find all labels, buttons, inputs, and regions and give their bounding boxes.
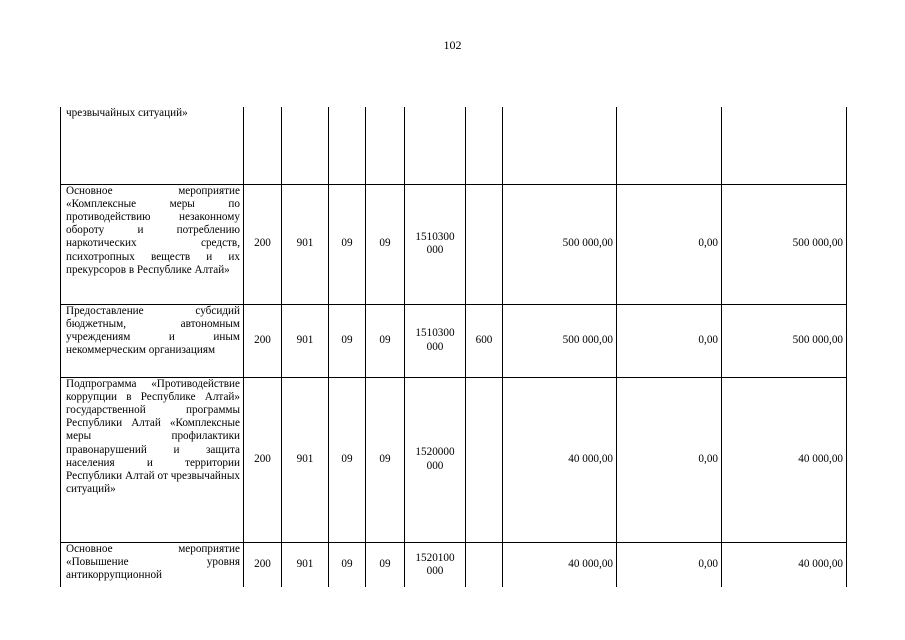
cell-code-2	[282, 107, 329, 184]
row-name: Предоставление субсидий бюджетным, автономным учреждениям и иным некоммерческим организациям	[61, 304, 244, 377]
table-row	[61, 377, 847, 542]
cell-sum-1	[503, 107, 617, 184]
cell-sum-2: 0,00	[617, 184, 722, 304]
cell-code-6	[466, 542, 503, 587]
cell-sum-2: 0,00	[617, 304, 722, 377]
row-name: чрезвычайных ситуаций»	[61, 107, 244, 184]
cell-code-6	[466, 377, 503, 542]
cell-sum-3: 500 000,00	[722, 304, 847, 377]
cell-code-1: 200	[244, 184, 282, 304]
page-number: 102	[443, 38, 462, 52]
cell-code-6: 600	[466, 304, 503, 377]
cell-code-5: 1510300 000	[405, 184, 466, 304]
cell-code-4: 09	[366, 542, 405, 587]
cell-sum-2	[617, 107, 722, 184]
cell-code-3	[329, 107, 366, 184]
cell-code-2: 901	[282, 542, 329, 587]
cell-sum-1: 500 000,00	[503, 184, 617, 304]
cell-code-1: 200	[244, 377, 282, 542]
cell-code-6	[466, 107, 503, 184]
cell-code-4: 09	[366, 184, 405, 304]
cell-code-5: 1520000 000	[405, 377, 466, 542]
cell-code-5	[405, 107, 466, 184]
cell-code-3: 09	[329, 542, 366, 587]
cell-code-5: 1520100 000	[405, 542, 466, 587]
cell-code-1: 200	[244, 304, 282, 377]
cell-code-4: 09	[366, 377, 405, 542]
row-name: Подпрограмма «Противодействие коррупции в Республике Алтай» государственной программы Республики Алтай «Комплексные меры профилактики правонарушений и защита населения и территории Республики Алтай от чрезвычайных ситуаций»	[61, 377, 244, 542]
cell-sum-3: 40 000,00	[722, 542, 847, 587]
table-row	[61, 184, 847, 304]
cell-code-4: 09	[366, 304, 405, 377]
cell-sum-1: 40 000,00	[503, 542, 617, 587]
table-row	[61, 542, 847, 587]
cell-code-3: 09	[329, 377, 366, 542]
cell-code-2: 901	[282, 304, 329, 377]
row-name: Основное мероприятие «Комплексные меры по противодействию незаконному обороту и потреблению наркотических средств, психотропных веществ и их прекурсоров в Республике Алтай»	[61, 184, 244, 304]
budget-table	[60, 107, 847, 587]
cell-sum-2: 0,00	[617, 542, 722, 587]
cell-sum-3	[722, 107, 847, 184]
cell-code-1: 200	[244, 542, 282, 587]
cell-code-3: 09	[329, 184, 366, 304]
row-name: Основное мероприятие «Повышение уровня антикоррупционной	[61, 542, 244, 587]
cell-sum-1: 40 000,00	[503, 377, 617, 542]
cell-code-1	[244, 107, 282, 184]
cell-sum-3: 500 000,00	[722, 184, 847, 304]
cell-sum-3: 40 000,00	[722, 377, 847, 542]
table-row	[61, 107, 847, 184]
cell-code-2: 901	[282, 184, 329, 304]
cell-code-3: 09	[329, 304, 366, 377]
cell-code-5: 1510300 000	[405, 304, 466, 377]
cell-code-2: 901	[282, 377, 329, 542]
cell-code-4	[366, 107, 405, 184]
cell-sum-1: 500 000,00	[503, 304, 617, 377]
cell-sum-2: 0,00	[617, 377, 722, 542]
cell-code-6	[466, 184, 503, 304]
table-row	[61, 304, 847, 377]
